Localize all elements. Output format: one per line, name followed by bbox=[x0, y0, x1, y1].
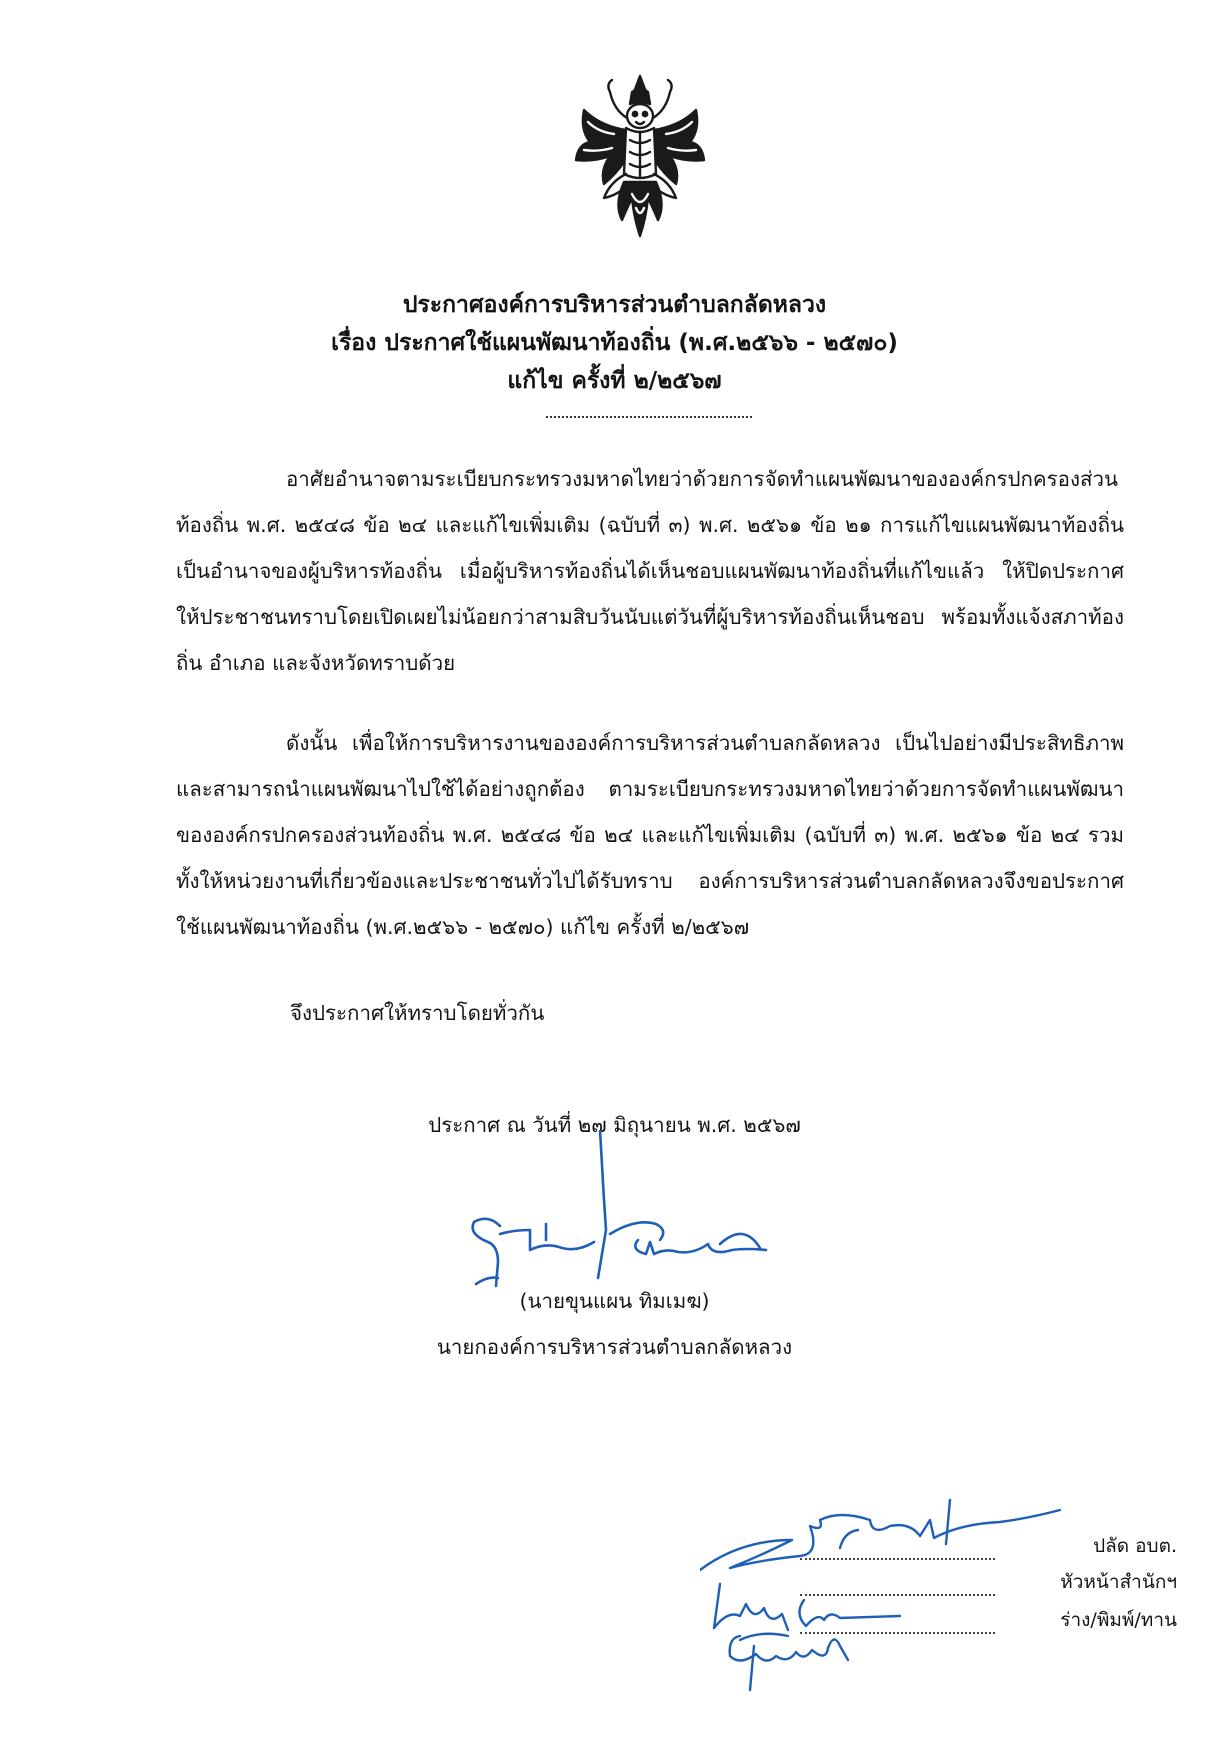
body-paragraph-1 bbox=[176, 456, 1124, 686]
announcement-revision: แก้ไข ครั้งที่ ๒/๒๕๖๗ bbox=[507, 368, 722, 394]
signer-name: (นายขุนแผน ทิมเมฆ) bbox=[519, 1289, 710, 1313]
countersign-label-head-office: หัวหน้าสำนักฯ bbox=[1060, 1571, 1177, 1593]
body-paragraph-2-text: ดังนั้น เพื่อให้การบริหารงานขององค์การบริหารส่วนตำบลกลัดหลวง เป็นไปอย่างมีประสิทธิภาพ และสามารถนำแผนพัฒนาไปใช้ได้อย่างถูกต้อง ตามระเบียบกระทรวงมหาดไทยว่าด้วยการจัดทำแผนพัฒนาขององค์กรปกครองส่วนท้องถิ่น พ.ศ. ๒๕๔๘ ข้อ ๒๔ และแก้ไขเพิ่มเติม (ฉบับที่ ๓) พ.ศ. ๒๕๖๑ ข้อ ๒๔ รวมทั้งให้หน่วยงานที่เกี่ยวข้องและประชาชนทั่วไปได้รับทราบ องค์การบริหารส่วนตำบลกลัดหลวงจึงขอประกาศใช้แผนพัฒนาท้องถิ่น (พ.ศ.๒๕๖๖ - ๒๕๗๐) แก้ไข ครั้งที่ ๒/๒๕๖๗ bbox=[176, 731, 1124, 939]
countersign-dotted-line bbox=[800, 1594, 995, 1596]
announcement-date: ประกาศ ณ วันที่ ๒๗ มิถุนายน พ.ศ. ๒๕๖๗ bbox=[428, 1113, 801, 1137]
countersign-dotted-line bbox=[800, 1632, 995, 1634]
body-paragraph-1-text: อาศัยอำนาจตามระเบียบกระทรวงมหาดไทยว่าด้วยการจัดทำแผนพัฒนาขององค์กรปกครองส่วนท้องถิ่น พ.ศ. ๒๕๔๘ ข้อ ๒๔ และแก้ไขเพิ่มเติม (ฉบับที่ ๓) พ.ศ. ๒๕๖๑ ข้อ ๒๑ การแก้ไขแผนพัฒนาท้องถิ่นเป็นอำนาจของผู้บริหารท้องถิ่น เมื่อผู้บริหารท้องถิ่นได้เห็นชอบแผนพัฒนาท้องถิ่นที่แก้ไขแล้ว ให้ปิดประกาศให้ประชาชนทราบโดยเปิดเผยไม่น้อยกว่าสามสิบวันนับแต่วันที่ผู้บริหารท้องถิ่นเห็นชอบ พร้อมทั้งแจ้งสภาท้องถิ่น อำเภอ และจังหวัดทราบด้วย bbox=[176, 467, 1124, 675]
countersign-label-drafter: ร่าง/พิมพ์/ทาน bbox=[1060, 1609, 1177, 1631]
closing-statement: จึงประกาศให้ทราบโดยทั่วกัน bbox=[290, 1001, 545, 1025]
countersign-label-deputy: ปลัด อบต. bbox=[1093, 1535, 1177, 1557]
title-divider bbox=[546, 416, 752, 418]
countersign-dotted-line bbox=[800, 1558, 995, 1560]
body-paragraph-2 bbox=[176, 720, 1124, 950]
mayor-signature bbox=[470, 1130, 810, 1290]
signer-position: นายกองค์การบริหารส่วนตำบลกลัดหลวง bbox=[436, 1335, 793, 1359]
garuda-emblem-icon bbox=[570, 70, 710, 250]
announcement-subject: เรื่อง ประกาศใช้แผนพัฒนาท้องถิ่น (พ.ศ.๒๕๖๖ - ๒๕๗๐) bbox=[331, 330, 898, 356]
announcement-title: ประกาศองค์การบริหารส่วนตำบลกลัดหลวง bbox=[402, 292, 827, 318]
